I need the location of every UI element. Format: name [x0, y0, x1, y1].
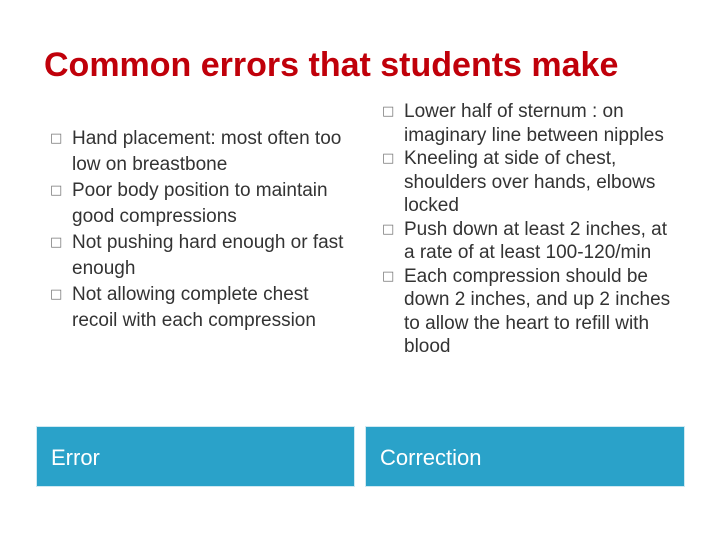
correction-text: Push down at least 2 inches, at a rate of at least 100-120/min [404, 218, 667, 263]
correction-item [382, 147, 682, 218]
correction-item [382, 100, 682, 147]
checkbox-bullet-icon: □ [50, 287, 63, 302]
error-item [50, 178, 350, 230]
corrections-list [382, 100, 682, 359]
error-text: Poor body position to maintain good compressions [72, 180, 328, 227]
correction-label-box [365, 426, 685, 487]
error-text: Not allowing complete chest recoil with each compression [72, 284, 316, 331]
correction-item [382, 218, 682, 265]
correction-text: Lower half of sternum : on imaginary line between nipples [404, 101, 664, 146]
checkbox-bullet-icon: □ [382, 151, 395, 166]
checkbox-bullet-icon: □ [50, 235, 63, 250]
slide-title: Common errors that students make [44, 46, 619, 84]
error-text: Not pushing hard enough or fast enough [72, 232, 344, 279]
error-item [50, 282, 350, 334]
correction-item [382, 265, 682, 359]
error-item [50, 230, 350, 282]
error-item [50, 126, 350, 178]
correction-label: Correction [380, 445, 482, 470]
checkbox-bullet-icon: □ [50, 131, 63, 146]
error-text: Hand placement: most often too low on breastbone [72, 128, 342, 175]
correction-text: Kneeling at side of chest, shoulders over hands, elbows locked [404, 148, 656, 216]
checkbox-bullet-icon: □ [382, 268, 395, 284]
checkbox-bullet-icon: □ [382, 221, 395, 237]
correction-text: Each compression should be down 2 inches, and up 2 inches to allow the heart to refill with blood [404, 265, 671, 357]
error-label-box [36, 426, 355, 487]
error-label: Error [51, 445, 100, 470]
errors-list [50, 126, 350, 334]
checkbox-bullet-icon: □ [50, 183, 63, 198]
checkbox-bullet-icon: □ [382, 104, 395, 119]
